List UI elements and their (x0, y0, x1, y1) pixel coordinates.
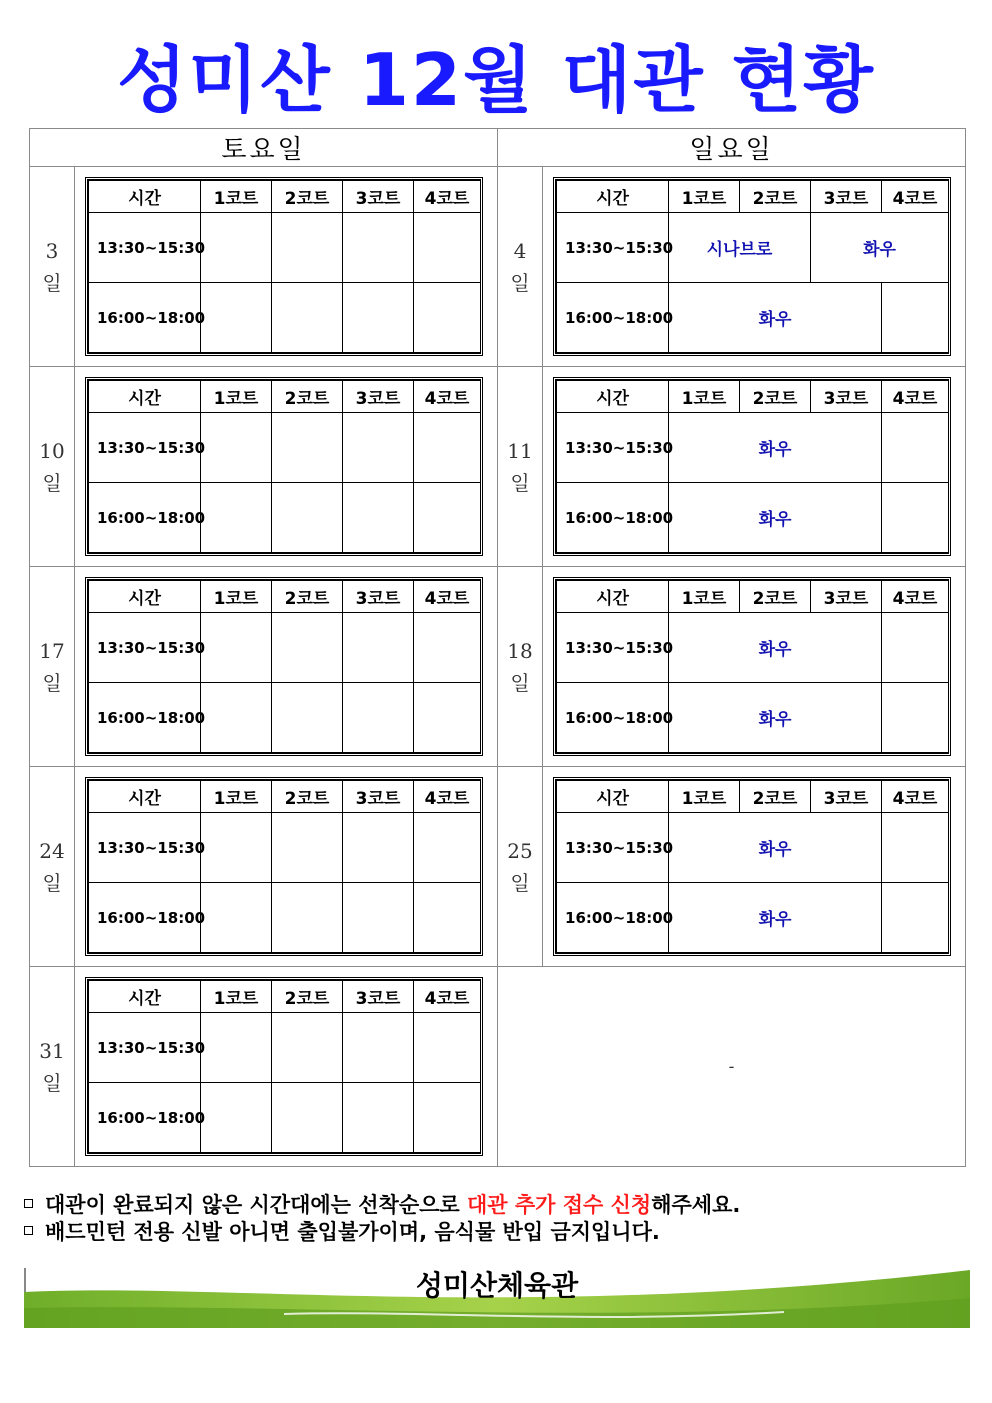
court-slot (201, 1013, 272, 1083)
court-slot (272, 1083, 343, 1153)
time-slot-row (557, 413, 949, 483)
booking-slot: 화우 (669, 413, 882, 483)
court-schedule (553, 377, 951, 556)
column-header: 3코트 (811, 381, 882, 413)
saturday-header: 토요일 (30, 129, 498, 167)
column-header: 1코트 (201, 181, 272, 213)
court-slot (414, 213, 481, 283)
court-slot (882, 883, 949, 953)
court-table (556, 580, 949, 753)
time-slot-row (89, 283, 481, 353)
sunday-schedule (543, 767, 966, 967)
court-slot (272, 213, 343, 283)
column-header: 시간 (557, 581, 669, 613)
column-header: 4코트 (882, 181, 949, 213)
time-label: 16:00~18:00 (89, 1083, 201, 1153)
column-header: 2코트 (272, 381, 343, 413)
date-label: 11 일 (498, 367, 543, 567)
column-header: 1코트 (669, 581, 740, 613)
date-label: 4 일 (498, 167, 543, 367)
time-label: 16:00~18:00 (557, 683, 669, 753)
court-table (88, 980, 481, 1153)
column-header: 3코트 (343, 781, 414, 813)
column-header: 3코트 (343, 981, 414, 1013)
court-schedule (85, 977, 483, 1156)
court-slot (414, 613, 481, 683)
court-header-row (89, 181, 481, 213)
column-header: 4코트 (414, 381, 481, 413)
time-slot-row (89, 1013, 481, 1083)
time-slot-row (89, 883, 481, 953)
column-header: 2코트 (740, 181, 811, 213)
time-slot-row (89, 213, 481, 283)
court-table (88, 180, 481, 353)
time-label: 16:00~18:00 (89, 683, 201, 753)
time-slot-row (557, 283, 949, 353)
court-schedule (85, 377, 483, 556)
time-label: 16:00~18:00 (89, 883, 201, 953)
court-slot (882, 613, 949, 683)
column-header: 3코트 (811, 181, 882, 213)
column-header: 시간 (557, 181, 669, 213)
court-slot (414, 683, 481, 753)
time-label: 13:30~15:30 (89, 413, 201, 483)
date-label: 3 일 (30, 167, 75, 367)
column-header: 2코트 (272, 781, 343, 813)
court-schedule (553, 177, 951, 356)
court-slot (272, 813, 343, 883)
court-slot (414, 813, 481, 883)
column-header: 1코트 (201, 381, 272, 413)
court-slot (414, 883, 481, 953)
saturday-schedule (75, 567, 498, 767)
column-header: 2코트 (272, 181, 343, 213)
court-header-row (557, 581, 949, 613)
booking-slot: 화우 (669, 483, 882, 553)
time-slot-row (89, 413, 481, 483)
time-slot-row (89, 813, 481, 883)
booking-slot: 화우 (811, 213, 949, 283)
court-slot (882, 813, 949, 883)
column-header: 시간 (89, 581, 201, 613)
court-table (556, 180, 949, 353)
column-header: 3코트 (811, 581, 882, 613)
sunday-schedule (543, 367, 966, 567)
court-slot (272, 483, 343, 553)
week-row (30, 567, 966, 767)
court-slot (343, 1013, 414, 1083)
time-slot-row (89, 683, 481, 753)
court-slot (414, 1013, 481, 1083)
saturday-schedule (75, 967, 498, 1167)
time-slot-row (89, 613, 481, 683)
booking-slot: 화우 (669, 613, 882, 683)
court-slot (882, 683, 949, 753)
column-header: 4코트 (882, 581, 949, 613)
date-label: 24 일 (30, 767, 75, 967)
column-header: 3코트 (343, 381, 414, 413)
court-slot (343, 213, 414, 283)
court-schedule (553, 777, 951, 956)
column-header: 시간 (89, 981, 201, 1013)
date-label: 17 일 (30, 567, 75, 767)
time-label: 13:30~15:30 (89, 613, 201, 683)
column-header: 3코트 (811, 781, 882, 813)
court-header-row (89, 581, 481, 613)
saturday-schedule (75, 367, 498, 567)
time-slot-row (89, 1083, 481, 1153)
column-header: 1코트 (669, 381, 740, 413)
column-header: 4코트 (414, 581, 481, 613)
court-schedule (85, 777, 483, 956)
booking-slot: 화우 (669, 683, 882, 753)
court-slot (272, 283, 343, 353)
empty-cell: - (498, 967, 966, 1167)
court-slot (272, 413, 343, 483)
sunday-schedule (543, 567, 966, 767)
column-header: 4코트 (414, 981, 481, 1013)
court-slot (343, 683, 414, 753)
time-label: 13:30~15:30 (557, 813, 669, 883)
booking-slot: 시나브로 (669, 213, 811, 283)
column-header: 시간 (89, 181, 201, 213)
court-slot (882, 483, 949, 553)
highlight-text: 대관 추가 접수 신청 (467, 1193, 652, 1217)
court-slot (343, 883, 414, 953)
column-header: 4코트 (414, 781, 481, 813)
time-slot-row (89, 483, 481, 553)
week-row (30, 167, 966, 367)
date-label: 31 일 (30, 967, 75, 1167)
booking-slot: 화우 (669, 283, 882, 353)
booking-slot: 화우 (669, 883, 882, 953)
court-slot (343, 283, 414, 353)
time-slot-row (557, 683, 949, 753)
court-header-row (89, 981, 481, 1013)
column-header: 2코트 (740, 781, 811, 813)
court-header-row (557, 781, 949, 813)
column-header: 4코트 (882, 381, 949, 413)
sunday-schedule (543, 167, 966, 367)
time-label: 16:00~18:00 (89, 483, 201, 553)
column-header: 시간 (557, 381, 669, 413)
court-slot (201, 1083, 272, 1153)
court-slot (343, 413, 414, 483)
court-header-row (557, 181, 949, 213)
notice-list (24, 1192, 740, 1246)
column-header: 3코트 (343, 581, 414, 613)
time-slot-row (557, 813, 949, 883)
court-slot (201, 483, 272, 553)
date-label: 10 일 (30, 367, 75, 567)
footer-banner (24, 1262, 970, 1330)
court-slot (414, 283, 481, 353)
court-slot (882, 413, 949, 483)
column-header: 2코트 (740, 581, 811, 613)
court-slot (201, 613, 272, 683)
notice-item-2: 배드민턴 전용 신발 아니면 출입불가이며, 음식물 반입 금지입니다. (24, 1219, 740, 1246)
court-slot (272, 683, 343, 753)
court-slot (343, 613, 414, 683)
column-header: 4코트 (414, 181, 481, 213)
column-header: 2코트 (272, 581, 343, 613)
court-slot (201, 683, 272, 753)
time-label: 16:00~18:00 (557, 883, 669, 953)
court-header-row (89, 381, 481, 413)
court-table (88, 380, 481, 553)
bullet-square-icon (24, 1226, 33, 1235)
column-header: 1코트 (201, 981, 272, 1013)
court-table (88, 580, 481, 753)
court-slot (272, 613, 343, 683)
week-row (30, 767, 966, 967)
time-slot-row (557, 883, 949, 953)
time-label: 13:30~15:30 (89, 1013, 201, 1083)
court-slot (414, 483, 481, 553)
saturday-schedule (75, 767, 498, 967)
bullet-square-icon (24, 1199, 33, 1208)
schedule-table (29, 128, 966, 1167)
column-header: 2코트 (272, 981, 343, 1013)
week-row (30, 967, 966, 1167)
time-slot-row (557, 213, 949, 283)
column-header: 시간 (557, 781, 669, 813)
column-header: 1코트 (201, 781, 272, 813)
time-slot-row (557, 613, 949, 683)
column-header: 2코트 (740, 381, 811, 413)
time-label: 13:30~15:30 (557, 613, 669, 683)
column-header: 시간 (89, 381, 201, 413)
court-slot (343, 813, 414, 883)
time-slot-row (557, 483, 949, 553)
column-header: 1코트 (669, 781, 740, 813)
time-label: 13:30~15:30 (557, 413, 669, 483)
sunday-header: 일요일 (498, 129, 966, 167)
court-table (556, 780, 949, 953)
court-slot (343, 483, 414, 553)
court-slot (201, 413, 272, 483)
saturday-schedule (75, 167, 498, 367)
court-slot (882, 283, 949, 353)
court-slot (201, 813, 272, 883)
time-label: 16:00~18:00 (557, 483, 669, 553)
court-schedule (85, 177, 483, 356)
footer-title: 성미산체육관 (415, 1269, 579, 1302)
court-slot (201, 283, 272, 353)
court-slot (272, 1013, 343, 1083)
booking-slot: 화우 (669, 813, 882, 883)
court-table (88, 780, 481, 953)
page-title: 성미산 12월 대관 현황 (117, 38, 875, 122)
court-slot (414, 413, 481, 483)
column-header: 시간 (89, 781, 201, 813)
date-label: 18 일 (498, 567, 543, 767)
column-header: 3코트 (343, 181, 414, 213)
time-label: 16:00~18:00 (557, 283, 669, 353)
court-header-row (89, 781, 481, 813)
column-header: 1코트 (669, 181, 740, 213)
court-slot (201, 213, 272, 283)
court-slot (201, 883, 272, 953)
court-schedule (553, 577, 951, 756)
time-label: 13:30~15:30 (89, 213, 201, 283)
time-label: 16:00~18:00 (89, 283, 201, 353)
date-label: 25 일 (498, 767, 543, 967)
court-header-row (557, 381, 949, 413)
court-slot (414, 1083, 481, 1153)
court-table (556, 380, 949, 553)
time-label: 13:30~15:30 (89, 813, 201, 883)
time-label: 13:30~15:30 (557, 213, 669, 283)
week-row (30, 367, 966, 567)
court-slot (272, 883, 343, 953)
column-header: 4코트 (882, 781, 949, 813)
court-slot (343, 1083, 414, 1153)
court-schedule (85, 577, 483, 756)
notice-item-1: 대관이 완료되지 않은 시간대에는 선착순으로 대관 추가 접수 신청해주세요. (24, 1192, 740, 1219)
column-header: 1코트 (201, 581, 272, 613)
